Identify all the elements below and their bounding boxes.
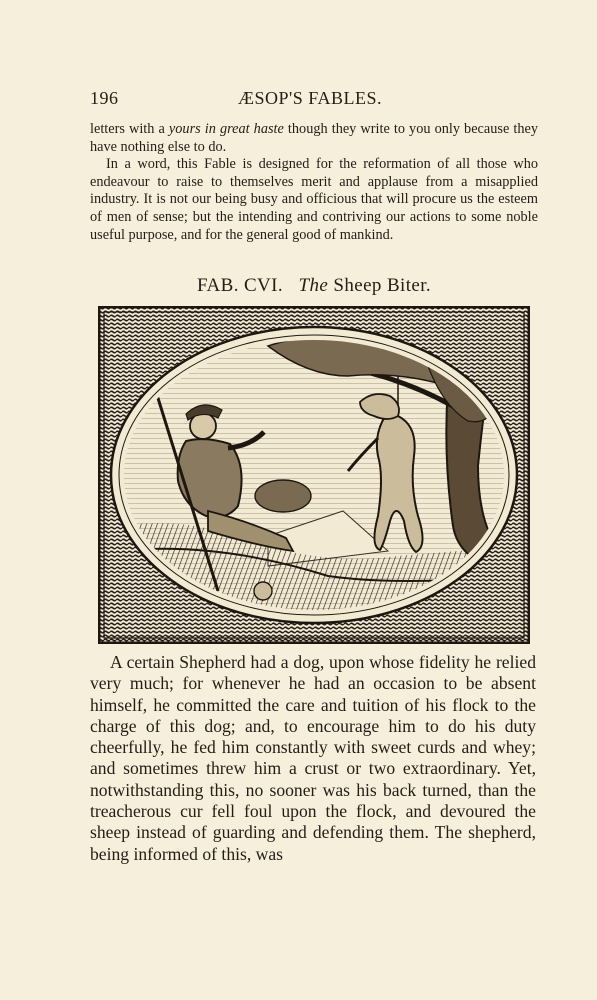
italic-phrase: yours in great haste bbox=[168, 121, 284, 137]
page-header bbox=[90, 88, 530, 110]
running-title: ÆSOP'S FABLES. bbox=[238, 88, 382, 108]
woodcut-illustration bbox=[98, 306, 530, 644]
page-number: 196 bbox=[90, 88, 119, 108]
fable-text bbox=[90, 652, 536, 865]
moral-paragraph: In a word, this Fable is designed for the reformation of all those who endeavour to raise to themselves merit and applause from a misapplied industry. It is not our being busy and officious that will procure us the esteem of men of sense; but the intending and contriving our actions to some noble useful purpose, and for the general good of mankind. bbox=[90, 156, 538, 243]
woodcut-shepherd-dog-image bbox=[98, 306, 530, 644]
fable-number: FAB. CVI. bbox=[196, 275, 284, 296]
paragraph-continuation: letters with a yours in great haste though they write to you only because they have nothing else to do. bbox=[90, 121, 538, 155]
fable-paragraph: A certain Shepherd had a dog, upon whose fidelity he relied very much; for whenever he had an occasion to be absent himself, he committed the care and tuition of his flock to the charge of this dog; and, to encourage him to do his duty cheerfully, he fed him constantly with sweet curds and whey; and sometimes threw him a crust or two extraordinary. Yet, notwithstanding this, no sooner was his back turned, than the treacherous cur fell foul upon the flock, and devoured the sheep instead of guarding and defending them. The shepherd, being informed of this, was bbox=[90, 652, 536, 864]
fable-title-italic: The bbox=[298, 275, 329, 296]
fable-heading bbox=[90, 275, 538, 297]
preceding-text bbox=[90, 121, 538, 244]
fable-title: Sheep Biter. bbox=[333, 275, 432, 296]
